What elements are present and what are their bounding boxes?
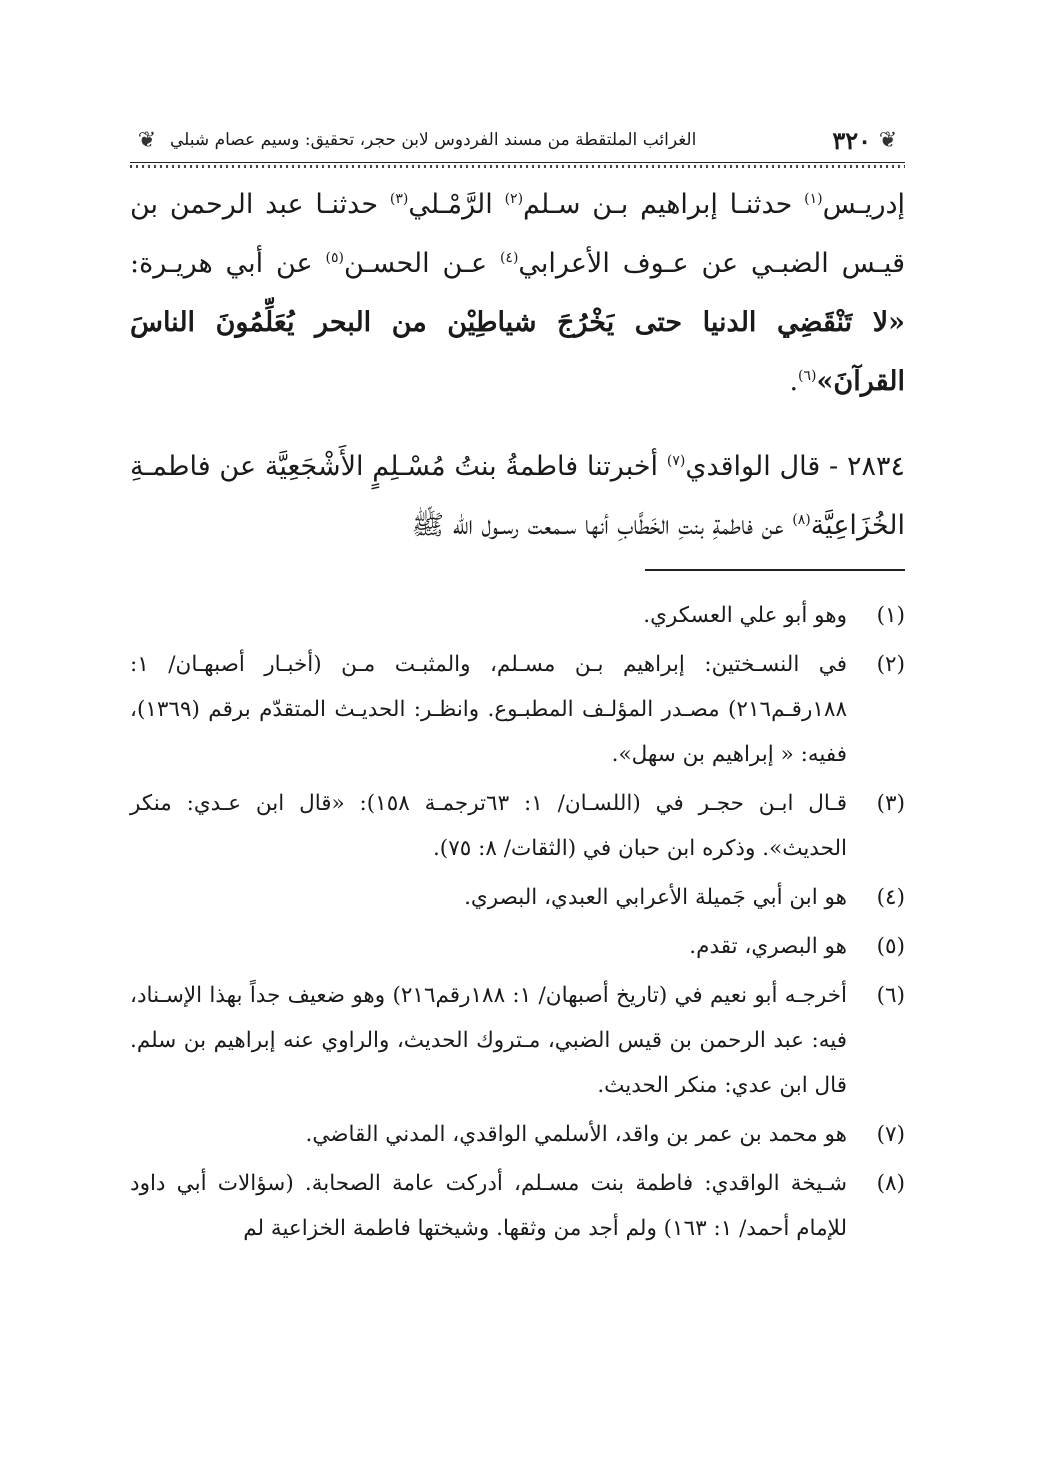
text-run: حدثنـا عبد الرحمن بن قيـس الضبـي عن عـوف الأعرابي	[130, 189, 905, 279]
footnote-ref: (٦)	[798, 368, 817, 384]
text-run: الرَّمْـلي	[408, 189, 505, 220]
header-rule	[130, 162, 905, 169]
footnote-text: هو البصري، تقدم.	[689, 934, 847, 959]
text-run: أخبرتنا فاطمةُ بنتُ مُسْـلِمٍ الأَشْجَعِيَّة عن فاطمـةِ الخُزَاعِيَّة	[130, 451, 905, 541]
footnote	[130, 924, 905, 969]
footnote-number: (٨)	[876, 1171, 905, 1196]
text-run: قال الواقدي	[685, 451, 821, 482]
footnote-text: هو محمد بن عمر بن واقد، الأسلمي الواقدي، المدني القاضي.	[305, 1122, 847, 1147]
footnote	[130, 1112, 905, 1157]
footnote	[130, 973, 905, 1108]
footnote-ref: (٤)	[499, 250, 519, 266]
text-run: عـن الحسـن	[343, 248, 500, 279]
hadith-2834	[130, 437, 905, 555]
footnote	[130, 1161, 905, 1251]
footnote-ref: (١)	[804, 191, 823, 207]
book-title: الغرائب الملتقطة من مسند الفردوس لابن حجر، تحقيق: وسيم عصام شبلي	[170, 130, 697, 150]
footnote-number: (٤)	[876, 885, 905, 910]
running-header	[130, 120, 905, 160]
text-run: إدريـس	[822, 189, 906, 220]
footnote-ref: (٣)	[389, 191, 409, 207]
footnote-number: (٦)	[876, 983, 905, 1008]
footnote-ref: (٥)	[325, 250, 344, 266]
footnote-ref: (٧)	[666, 453, 686, 469]
footnote-number: (٧)	[876, 1122, 905, 1147]
footnotes	[130, 593, 905, 1251]
hadith-text-continued	[130, 175, 905, 411]
book-page	[130, 120, 905, 1255]
hadith-number: ٢٨٣٤ -	[820, 451, 905, 482]
footnote-text: شـيخة الواقدي: فاطمة بنت مسـلم، أدركت عامة الصحابة. (سؤالات أبي داود للإمام أحمد/ ١: ١٦٣) ولم أجد من وثقها. وشيختها فاطمة الخزاعية لم	[130, 1171, 847, 1241]
floral-ornament-icon: ❦	[137, 127, 157, 153]
footnote	[130, 875, 905, 920]
hadith-matn: «لا تَنْقَضِي الدنيا حتى يَخْرُجَ شياطِيْن من البحر يُعَلِّمُونَ الناسَ القرآنَ»	[130, 307, 905, 397]
page-number: ٣٢٠	[832, 125, 871, 155]
footnote-text: في النسـختين: إبراهيم بـن مسـلم، والمثبـت مـن (أخبـار أصبهـان/ ١: ١٨٨رقـم٢١٦) مصـدر المؤلـف المطبـوع. وانظـر: الحديـث المتقدّم برقم (١٣٦٩)، ففيه: « إبراهيم بن سهل».	[130, 652, 847, 767]
text-run: عن أبي هريـرة:	[130, 248, 326, 279]
floral-ornament-icon: ❦	[878, 127, 898, 153]
footnote-text: وهو أبو علي العسكري.	[643, 603, 847, 628]
text-run: حدثنـا إبراهيم بـن سـلم	[523, 189, 805, 220]
footnote-text: أخرجـه أبو نعيم في (تاريخ أصبهان/ ١: ١٨٨رقم٢١٦) وهو ضعيف جداً بهذا الإسـناد، فيه: عبد الرحمن بن قيس الضبي، مـتروك الحديث، والراوي عنه إبراهيم بن سلم. قال ابن عدي: منكر الحديث.	[130, 983, 848, 1098]
text-run: عن فاطمةِ بنتِ الخَطَّابِ أنها سـمعت رسـول الله ﷺ	[411, 510, 793, 541]
footnote	[130, 781, 905, 871]
text-run: .	[789, 366, 799, 397]
footnote-number: (٢)	[876, 652, 905, 677]
footnote	[130, 593, 905, 638]
footnote-separator	[645, 569, 905, 571]
footnote-ref: (٢)	[504, 191, 524, 207]
footnote-text: قـال ابـن حجـر في (اللسـان/ ١: ٦٣ترجمـة ١٥٨): «قال ابن عـدي: منكر الحديث». وذكره ابن حبان في (الثقات/ ٨: ٧٥).	[130, 791, 848, 861]
footnote-ref: (٨)	[792, 512, 811, 528]
footnote-text: هو ابن أبي جَميلة الأعرابي العبدي، البصري.	[464, 885, 847, 910]
footnote-number: (٥)	[876, 934, 905, 959]
footnote	[130, 642, 905, 777]
footnote-number: (٣)	[876, 791, 905, 816]
footnote-number: (١)	[876, 603, 905, 628]
